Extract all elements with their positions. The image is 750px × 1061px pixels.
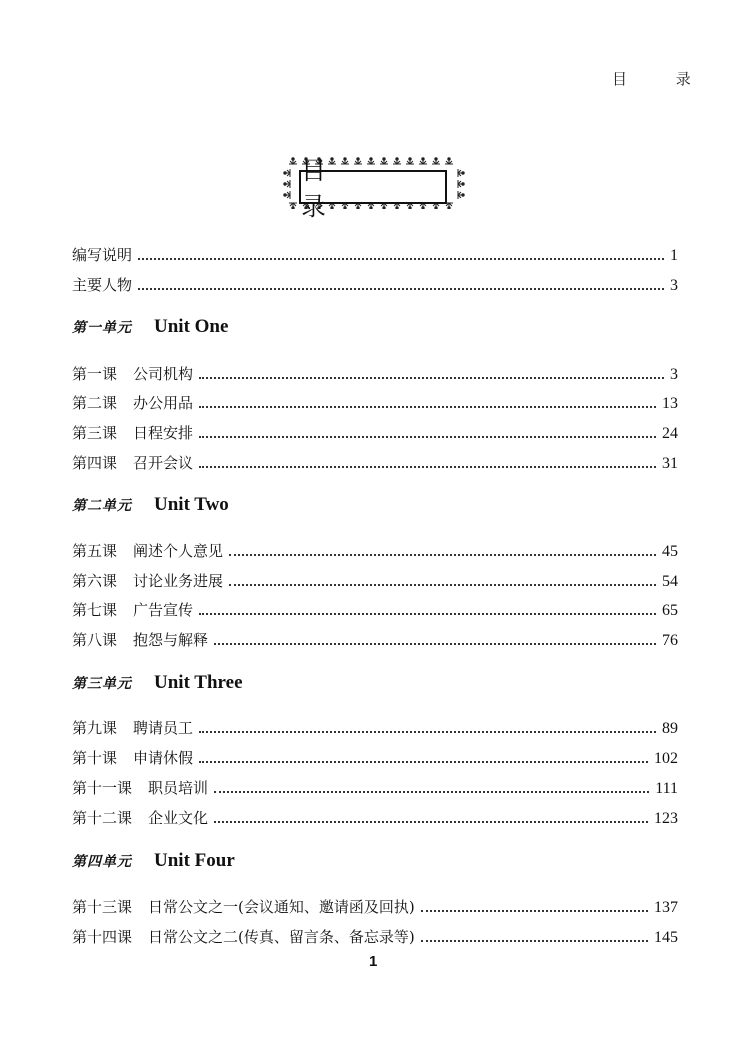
unit-heading-2 bbox=[72, 494, 229, 520]
lesson-title: 讨论业务进展 bbox=[133, 572, 224, 590]
unit-label-en: Unit Four bbox=[154, 850, 235, 871]
toc-title: 目 录 bbox=[301, 156, 371, 221]
ornament-motif bbox=[289, 158, 297, 164]
dot-leader bbox=[421, 940, 648, 942]
lesson-number: 第五课 bbox=[72, 542, 118, 560]
lesson-title: 申请休假 bbox=[133, 749, 194, 767]
toc-entry-lesson-1[interactable] bbox=[72, 363, 678, 385]
lesson-title: 企业文化 bbox=[148, 809, 209, 827]
toc-entry-preface[interactable] bbox=[72, 244, 678, 266]
dot-leader bbox=[138, 258, 664, 260]
ornament-motif bbox=[284, 180, 290, 188]
dot-leader bbox=[199, 731, 656, 733]
lesson-title: 公司机构 bbox=[133, 365, 194, 383]
page-number: 1 bbox=[369, 953, 378, 970]
ornament-motif bbox=[284, 169, 290, 177]
lesson-title: 日常公文之二(传真、留言条、备忘录等) bbox=[148, 928, 415, 946]
lesson-number: 第十三课 bbox=[72, 898, 133, 916]
toc-entry-lesson-13[interactable] bbox=[72, 896, 678, 918]
dot-leader bbox=[421, 910, 648, 912]
lesson-number: 第四课 bbox=[72, 454, 118, 472]
lesson-number: 第二课 bbox=[72, 394, 118, 412]
lesson-number: 第十课 bbox=[72, 749, 118, 767]
lesson-page: 45 bbox=[662, 543, 678, 560]
toc-entry-lesson-14[interactable] bbox=[72, 926, 678, 948]
toc-entry-lesson-4[interactable] bbox=[72, 452, 678, 474]
unit-label-en: Unit One bbox=[154, 316, 229, 337]
lesson-number: 第一课 bbox=[72, 365, 118, 383]
unit-label-en: Unit Two bbox=[154, 494, 229, 515]
dot-leader bbox=[214, 821, 648, 823]
toc-entry-page: 3 bbox=[670, 277, 678, 294]
lesson-page: 54 bbox=[662, 573, 678, 590]
lesson-page: 65 bbox=[662, 602, 678, 619]
unit-label-cn: 第三单元 bbox=[72, 676, 132, 692]
dot-leader bbox=[199, 613, 656, 615]
dot-leader bbox=[199, 406, 656, 408]
dot-leader bbox=[199, 436, 656, 438]
toc-entry-lesson-2[interactable] bbox=[72, 392, 678, 414]
toc-entry-lesson-5[interactable] bbox=[72, 540, 678, 562]
unit-label-en: Unit Three bbox=[154, 672, 243, 693]
lesson-number: 第七课 bbox=[72, 601, 118, 619]
lesson-number: 第三课 bbox=[72, 424, 118, 442]
lesson-page: 31 bbox=[662, 455, 678, 472]
lesson-number: 第十二课 bbox=[72, 809, 133, 827]
running-head: 目 录 bbox=[612, 70, 713, 88]
dot-leader bbox=[214, 791, 649, 793]
lesson-title: 职员培训 bbox=[148, 779, 209, 797]
lesson-number: 第九课 bbox=[72, 719, 118, 737]
toc-entry-characters[interactable] bbox=[72, 274, 678, 296]
lesson-title: 日常公文之一(会议通知、邀请函及回执) bbox=[148, 898, 415, 916]
toc-entry-lesson-11[interactable] bbox=[72, 777, 678, 799]
toc-entry-lesson-6[interactable] bbox=[72, 570, 678, 592]
lesson-title: 阐述个人意见 bbox=[133, 542, 224, 560]
lesson-title: 抱怨与解释 bbox=[133, 631, 209, 649]
dot-leader bbox=[229, 554, 656, 556]
toc-title-box bbox=[299, 156, 447, 221]
unit-heading-1 bbox=[72, 316, 228, 342]
lesson-number: 第十四课 bbox=[72, 928, 133, 946]
toc-entry-title: 主要人物 bbox=[72, 276, 133, 294]
lesson-title: 广告宣传 bbox=[133, 601, 194, 619]
toc-title-frame bbox=[283, 156, 465, 221]
toc-entry-title: 编写说明 bbox=[72, 246, 133, 264]
lesson-page: 76 bbox=[662, 632, 678, 649]
toc-entry-lesson-12[interactable] bbox=[72, 807, 678, 829]
lesson-page: 123 bbox=[654, 810, 678, 827]
toc-entry-lesson-7[interactable] bbox=[72, 599, 678, 621]
dot-leader bbox=[229, 584, 656, 586]
toc-entry-lesson-10[interactable] bbox=[72, 747, 678, 769]
dot-leader bbox=[199, 466, 656, 468]
unit-label-cn: 第二单元 bbox=[72, 498, 132, 514]
lesson-number: 第六课 bbox=[72, 572, 118, 590]
lesson-page: 111 bbox=[655, 780, 678, 797]
lesson-page: 137 bbox=[654, 899, 678, 916]
lesson-title: 日程安排 bbox=[133, 424, 194, 442]
lesson-page: 24 bbox=[662, 425, 678, 442]
dot-leader bbox=[138, 288, 664, 290]
lesson-title: 办公用品 bbox=[133, 394, 194, 412]
toc-entry-lesson-9[interactable] bbox=[72, 717, 678, 739]
ornament-motif bbox=[289, 203, 297, 209]
lesson-number: 第八课 bbox=[72, 631, 118, 649]
lesson-page: 145 bbox=[654, 929, 678, 946]
lesson-page: 13 bbox=[662, 395, 678, 412]
unit-label-cn: 第一单元 bbox=[72, 320, 132, 336]
dot-leader bbox=[199, 761, 648, 763]
lesson-title: 召开会议 bbox=[133, 454, 194, 472]
dot-leader bbox=[199, 377, 664, 379]
toc-entry-lesson-3[interactable] bbox=[72, 422, 678, 444]
lesson-page: 3 bbox=[670, 366, 678, 383]
unit-heading-4 bbox=[72, 850, 235, 876]
lesson-page: 89 bbox=[662, 720, 678, 737]
toc-entry-page: 1 bbox=[670, 247, 678, 264]
lesson-page: 102 bbox=[654, 750, 678, 767]
ornament-motif bbox=[284, 191, 290, 199]
toc-entry-lesson-8[interactable] bbox=[72, 629, 678, 651]
unit-heading-3 bbox=[72, 672, 243, 698]
lesson-number: 第十一课 bbox=[72, 779, 133, 797]
unit-label-cn: 第四单元 bbox=[72, 854, 132, 870]
lesson-title: 聘请员工 bbox=[133, 719, 194, 737]
dot-leader bbox=[214, 643, 656, 645]
